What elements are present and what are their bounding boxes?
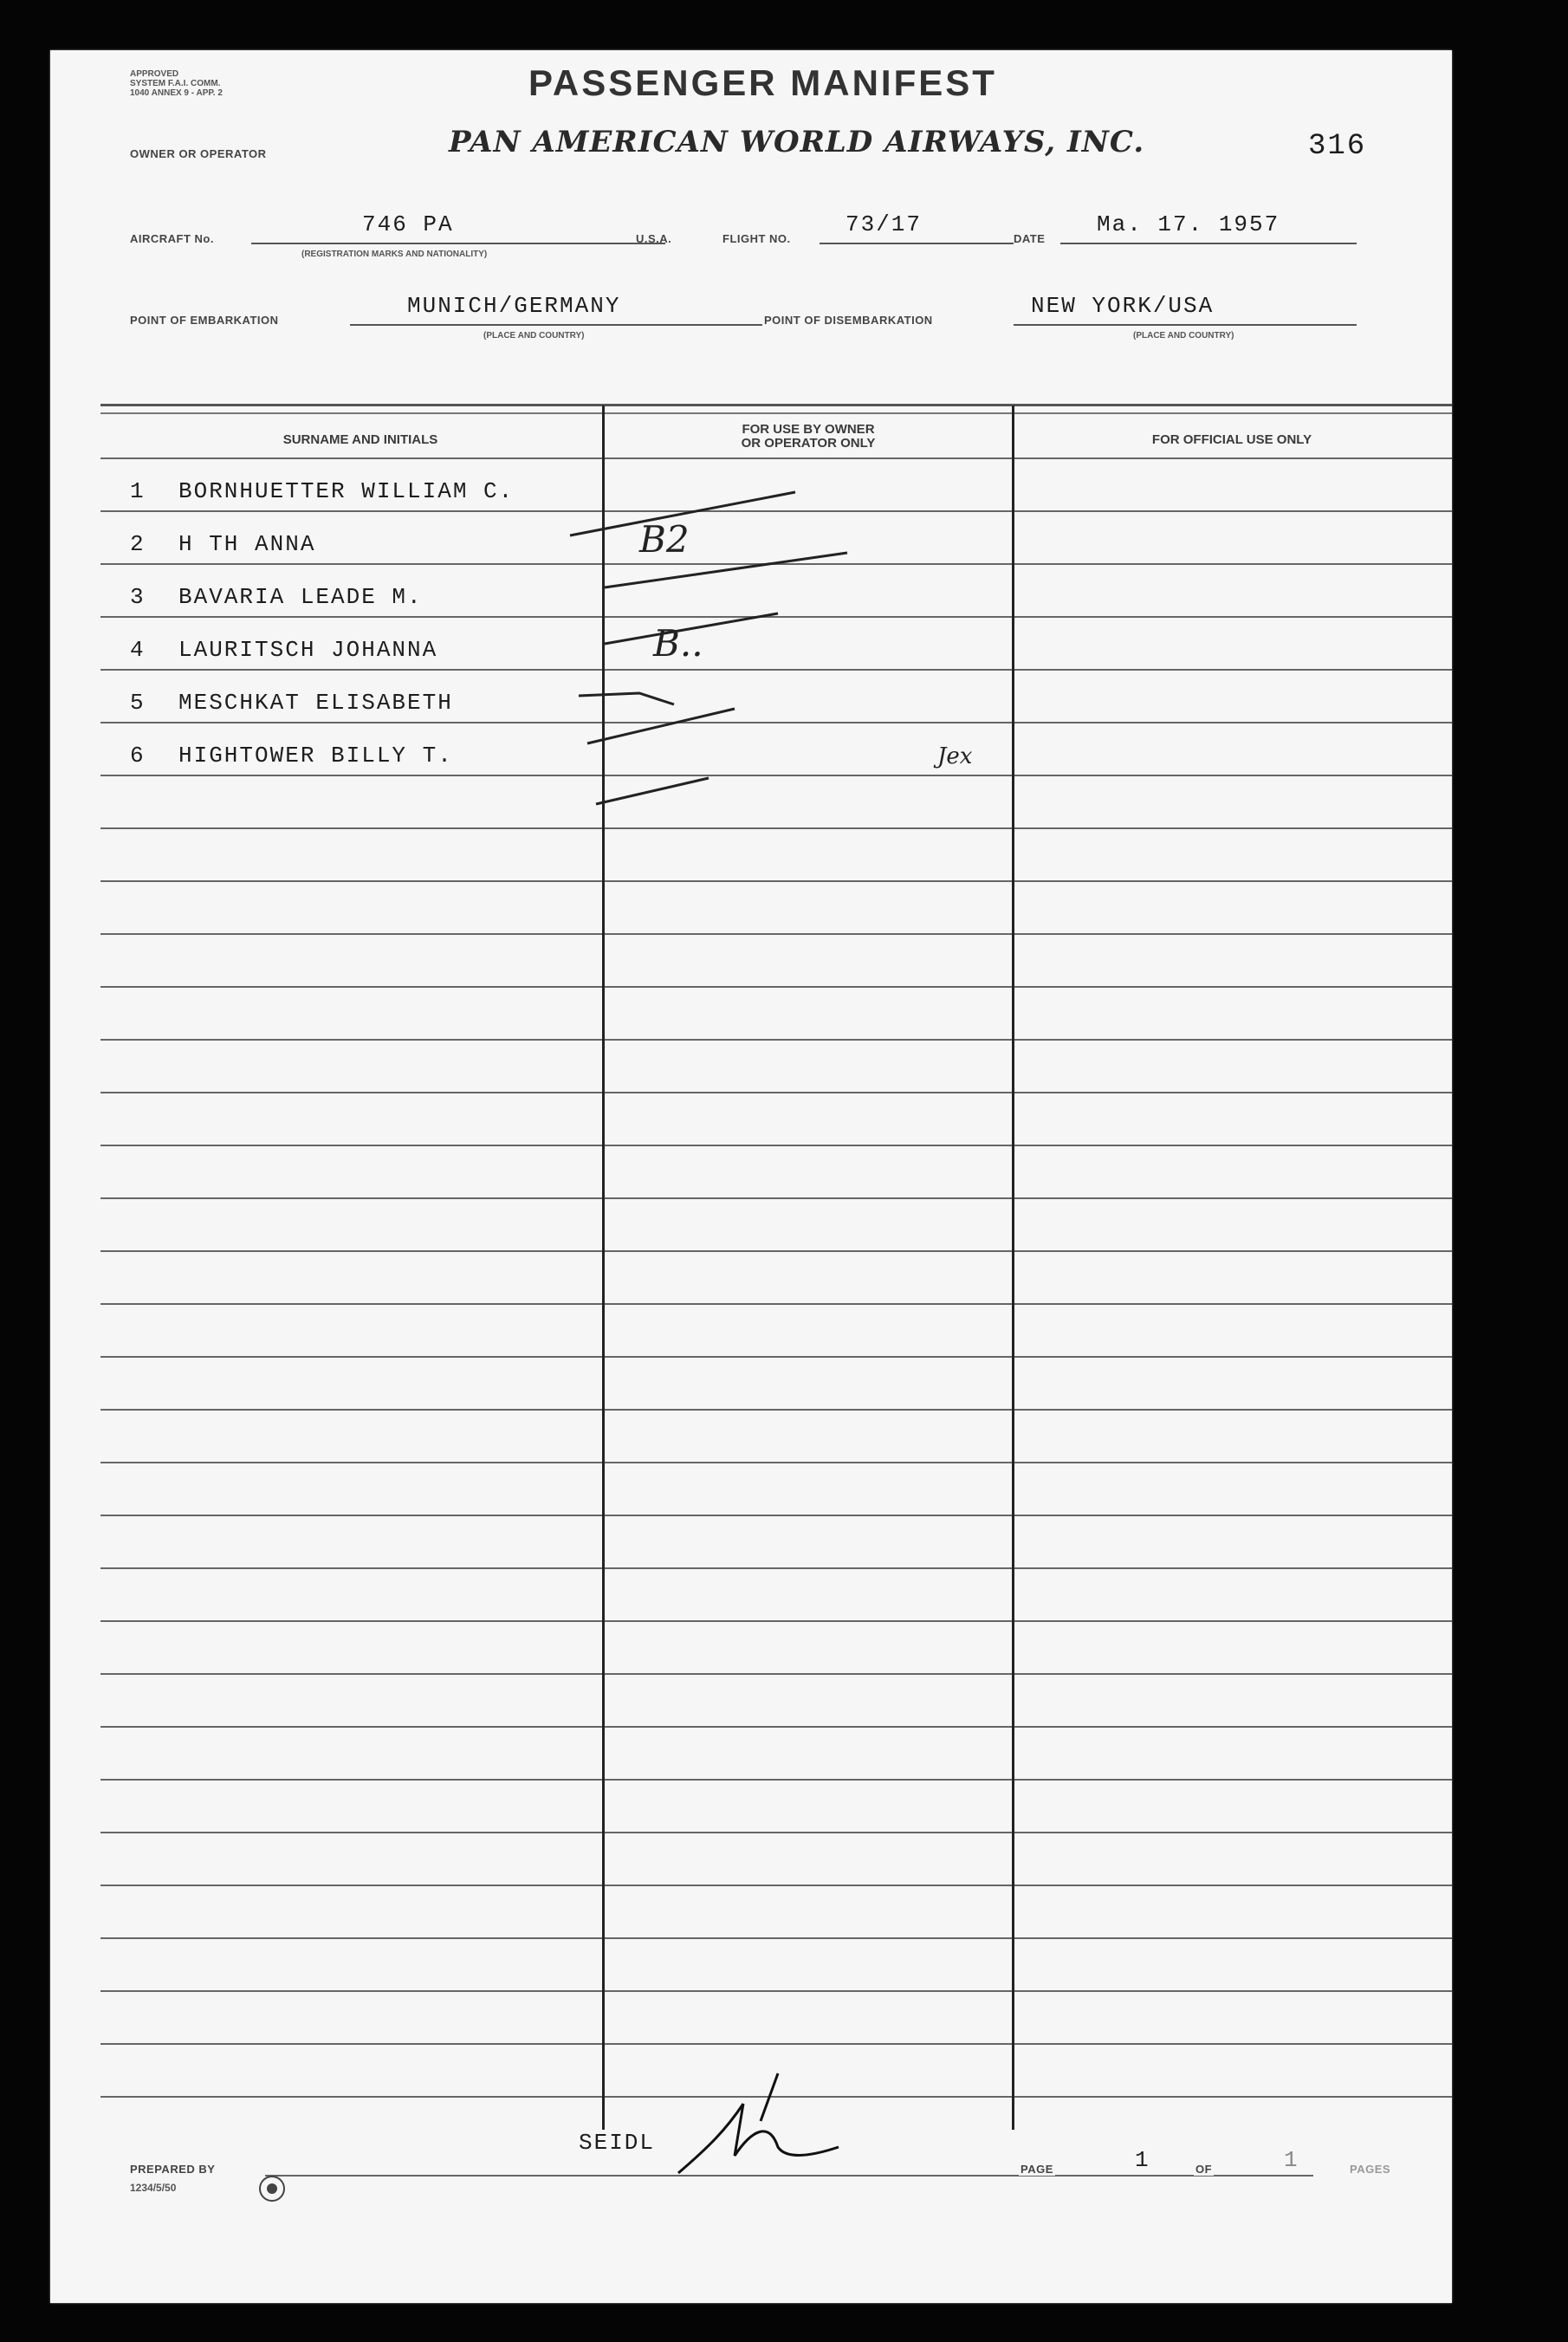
disembark-underline (1014, 324, 1357, 326)
aircraft-caption: (REGISTRATION MARKS AND NATIONALITY) (301, 250, 488, 259)
table-row-rule (100, 1620, 1452, 1622)
passenger-number: 6 (130, 743, 146, 769)
passenger-number: 3 (130, 584, 146, 610)
table-row-rule (100, 1885, 1452, 1886)
aircraft-label: AIRCRAFT No. (130, 232, 214, 245)
col-official-header: FOR OFFICIAL USE ONLY (1151, 432, 1312, 447)
owner-note: B.. (653, 622, 703, 665)
manifest-sheet (50, 50, 1452, 2303)
handwritten-strokes (553, 466, 1038, 813)
flight-value: 73/17 (846, 211, 923, 237)
table-row-rule (100, 457, 1452, 459)
col-owner-header-line: OR OPERATOR ONLY (741, 436, 876, 451)
aircraft-underline (251, 243, 627, 244)
table-row-rule (100, 1356, 1452, 1358)
passenger-name: H TH ANNA (178, 531, 316, 557)
embark-underline (350, 324, 762, 326)
table-row-rule (100, 1303, 1452, 1305)
passenger-name: BORNHUETTER WILLIAM C. (178, 478, 515, 504)
passenger-number: 5 (130, 690, 146, 716)
prepared-value: SEIDL (579, 2130, 656, 2156)
passenger-name: HIGHTOWER BILLY T. (178, 743, 453, 769)
table-row-rule (100, 986, 1452, 988)
of-label: OF (1195, 2163, 1213, 2176)
table-row-rule (100, 1145, 1452, 1146)
owner-note: Jex (937, 743, 973, 769)
union-bug-icon (255, 2171, 289, 2206)
disembark-label: POINT OF DISEMBARKATION (764, 314, 933, 327)
table-row-rule (100, 1990, 1452, 1992)
passenger-number: 1 (130, 478, 146, 504)
table-row-rule (100, 880, 1452, 882)
form-number: 1234/5/50 (130, 2182, 177, 2194)
prepared-label: PREPARED BY (130, 2163, 216, 2176)
table-row-rule (100, 2043, 1452, 2045)
owner-label: OWNER OR OPERATOR (130, 147, 267, 160)
owner-note: B2 (639, 518, 690, 561)
embark-label: POINT OF EMBARKATION (130, 314, 279, 327)
page-stamp: 316 (1308, 130, 1367, 163)
page-label: PAGE (1020, 2163, 1053, 2176)
aircraft-value: 746 PA (362, 211, 454, 237)
table-row-rule (100, 1039, 1452, 1041)
date-label: DATE (1014, 232, 1046, 245)
table-row-rule (100, 1409, 1452, 1411)
header-rule (100, 412, 1452, 414)
embark-caption: (PLACE AND COUNTRY) (483, 331, 585, 341)
date-underline (1060, 243, 1357, 244)
passenger-name: BAVARIA LEADE M. (178, 584, 423, 610)
table-row-rule (100, 1567, 1452, 1569)
approval-line: APPROVED (130, 69, 179, 79)
table-row-rule (100, 1832, 1452, 1833)
approval-line: SYSTEM F.A.I. COMM. (130, 79, 221, 88)
table-row-rule (100, 1673, 1452, 1675)
owner-value: PAN AMERICAN WORLD AIRWAYS, INC. (449, 125, 1145, 159)
flight-underline (820, 243, 1014, 244)
passenger-number: 4 (130, 637, 146, 663)
table-row-rule (100, 1726, 1452, 1728)
col-owner-header-line: FOR USE BY OWNER (742, 422, 875, 437)
table-row-rule (100, 1779, 1452, 1781)
of-value: 1 (1284, 2147, 1299, 2173)
embark-value: MUNICH/GERMANY (407, 293, 621, 319)
passenger-name: LAURITSCH JOHANNA (178, 637, 438, 663)
date-value: Ma. 17. 1957 (1097, 211, 1280, 237)
table-row-rule (100, 1515, 1452, 1516)
col-owner-header (605, 423, 1012, 451)
table-row-rule (100, 827, 1452, 829)
form-title: PASSENGER MANIFEST (528, 62, 997, 103)
table-row-rule (100, 933, 1452, 935)
table-row-rule (100, 1937, 1452, 1939)
approval-line: 1040 ANNEX 9 - APP. 2 (130, 88, 223, 98)
table-row-rule (100, 1197, 1452, 1199)
flight-label: FLIGHT NO. (722, 232, 791, 245)
usa-label: U.S.A. (636, 232, 672, 245)
passenger-name: MESCHKAT ELISABETH (178, 690, 453, 716)
table-row-rule (100, 1092, 1452, 1093)
col-surname-header: SURNAME AND INITIALS (282, 432, 438, 447)
table-row-rule (100, 1250, 1452, 1252)
approval-block (130, 69, 223, 98)
passenger-number: 2 (130, 531, 146, 557)
prepared-signature (674, 2069, 847, 2182)
pages-label: PAGES (1350, 2163, 1391, 2176)
table-row-rule (100, 1462, 1452, 1463)
disembark-value: NEW YORK/USA (1031, 293, 1215, 319)
header-rule (100, 404, 1452, 406)
page-value: 1 (1135, 2147, 1150, 2173)
disembark-caption: (PLACE AND COUNTRY) (1133, 331, 1234, 341)
